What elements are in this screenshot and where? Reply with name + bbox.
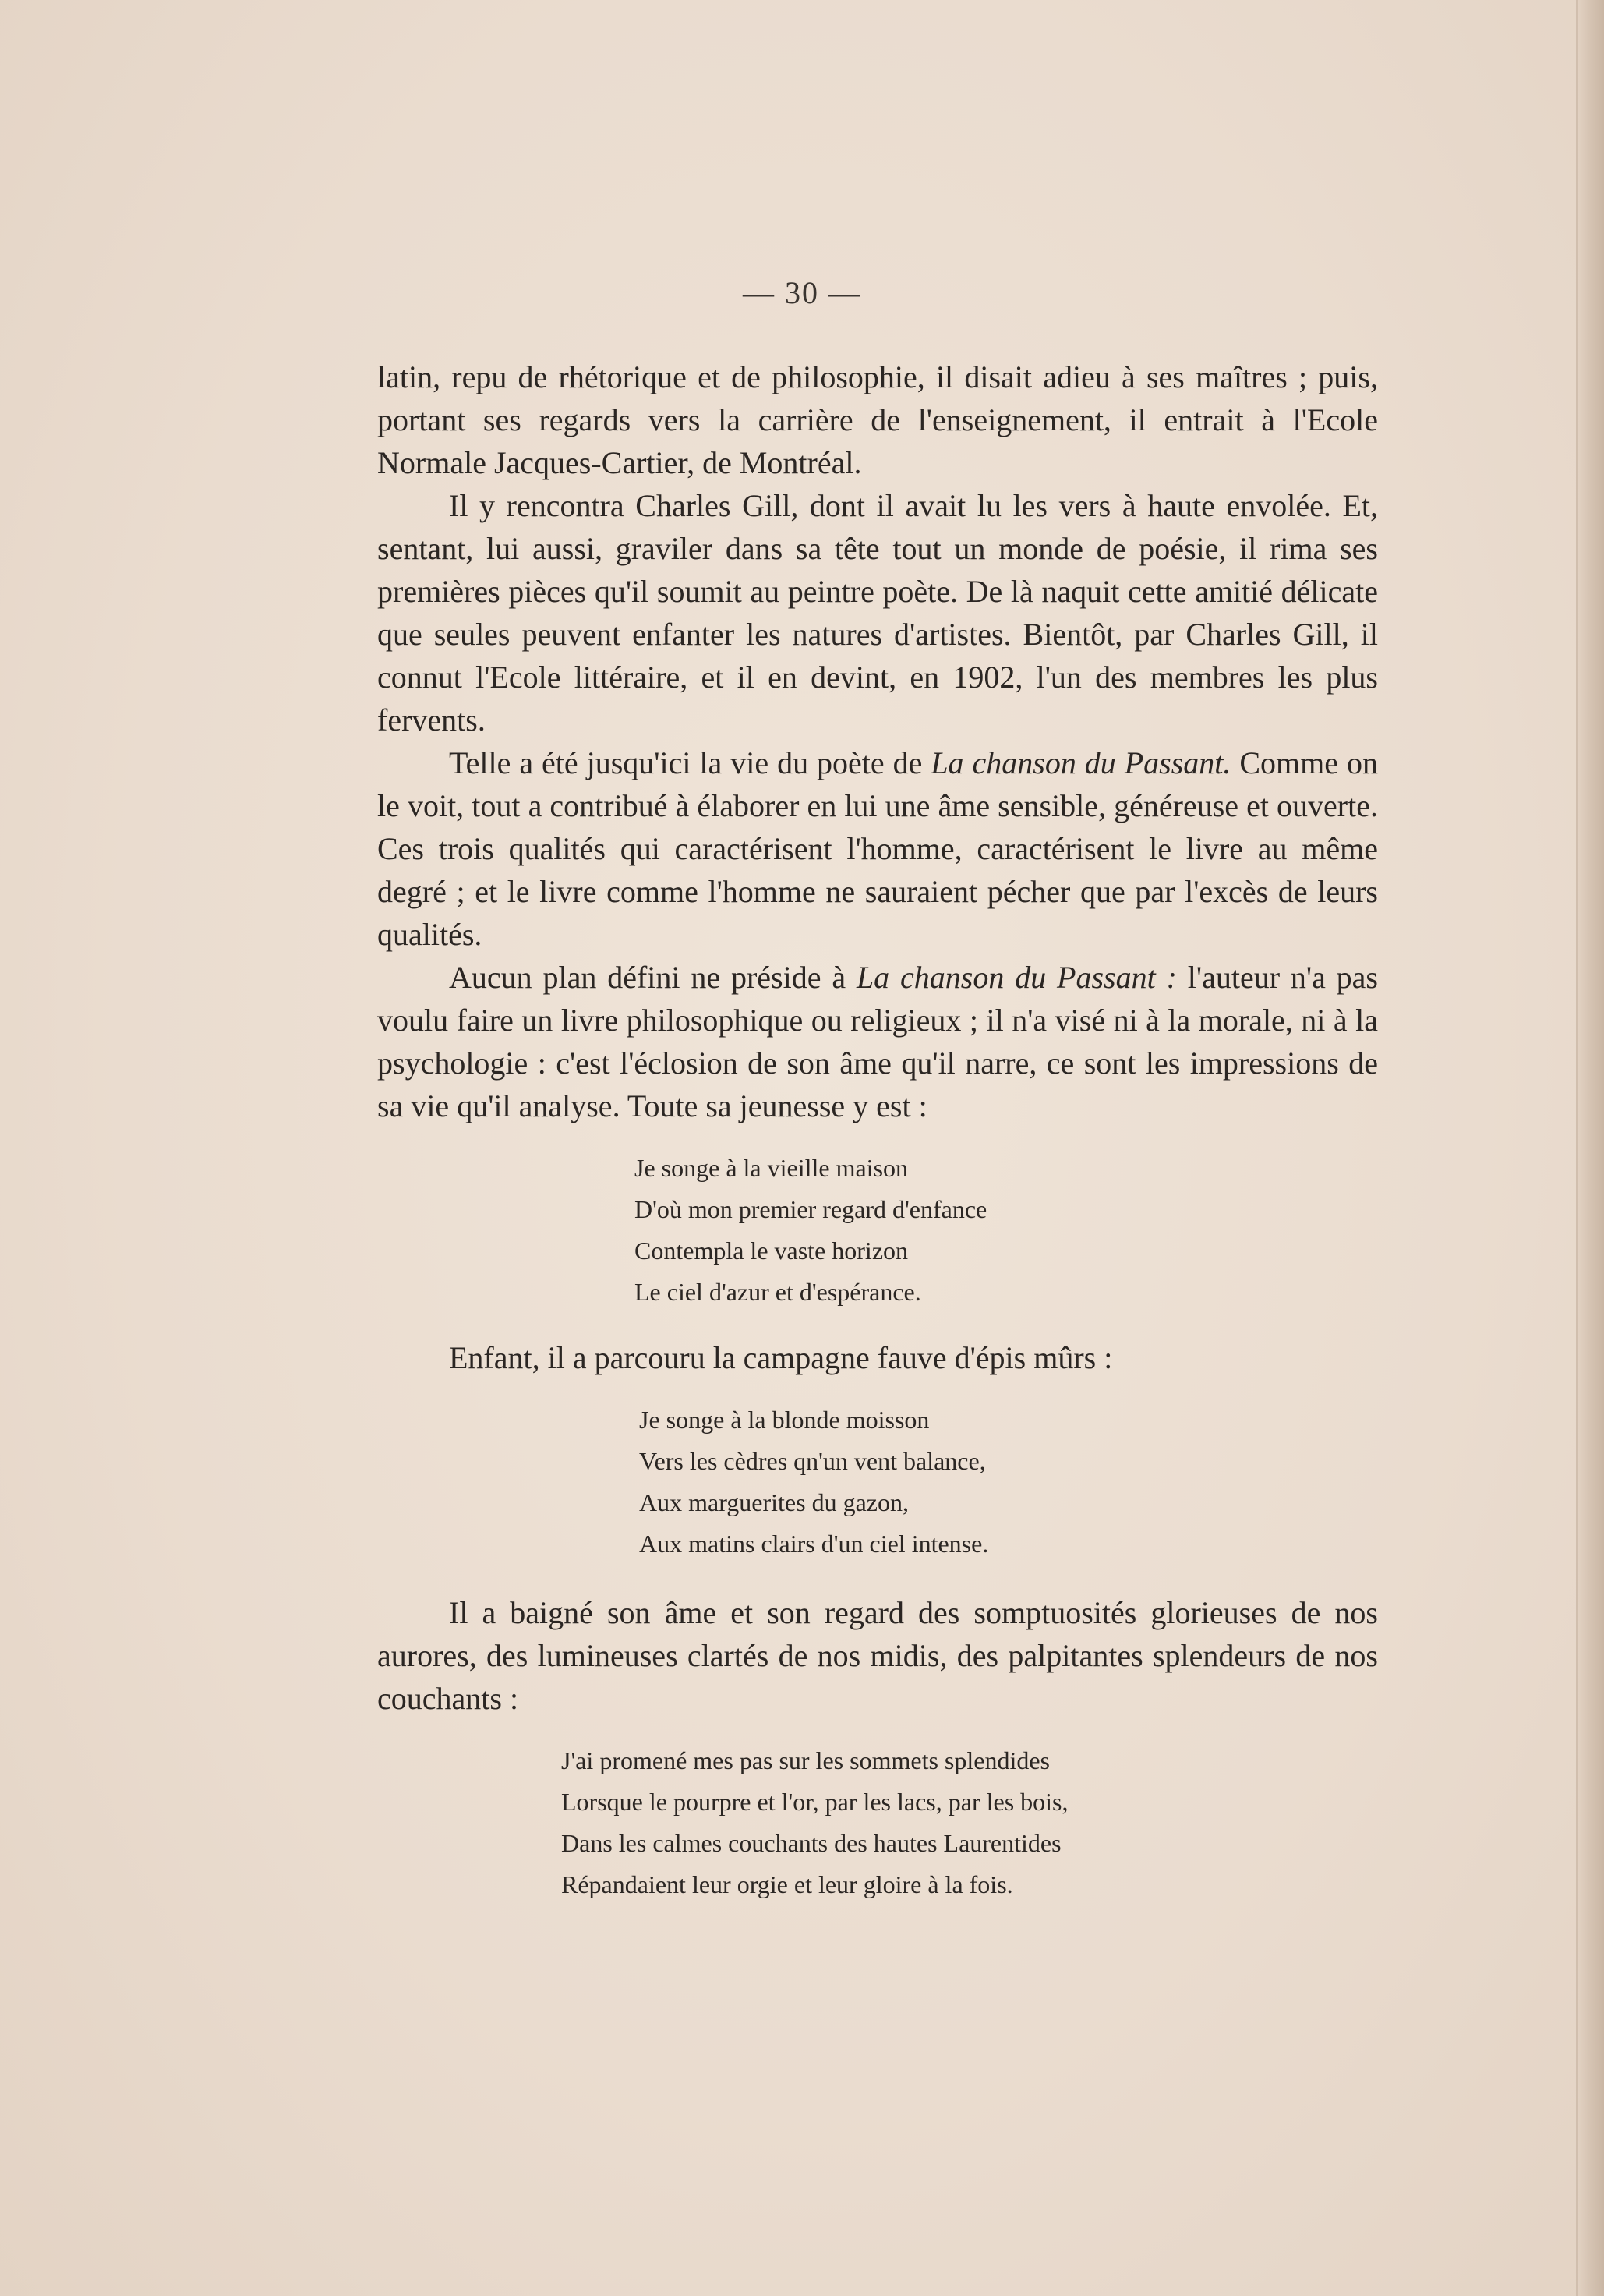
verse-line: Répandaient leur orgie et leur gloire à la fois. (561, 1870, 1013, 1898)
verse-line: J'ai promené mes pas sur les sommets splendides (561, 1746, 1050, 1774)
verse-line: Je songe à la blonde moisson (639, 1406, 930, 1434)
verse-line: Le ciel d'azur et d'espérance. (634, 1278, 921, 1306)
page-edge (1576, 0, 1604, 2296)
verse-line: Aux marguerites du gazon, (639, 1488, 909, 1516)
page-number: — 30 — (743, 275, 861, 310)
verse-stanza-1 (634, 1148, 1378, 1313)
paragraph-2: Il y rencontra Charles Gill, dont il avait lu les vers à haute envolée. Et, sentant, lui aussi, graviler dans sa tête tout un monde de poésie, il rima ses premières pièces qu'il soumit au peintre poète. De là naquit cette amitié délicate que seules peuvent enfanter les natures d'artistes. Bientôt, par Charles Gill, il connut l'Ecole littéraire, et il en devint, en 1902, l'un des membres les plus fervents. (377, 488, 1378, 738)
paragraph-3 (377, 741, 1378, 956)
body-text (377, 356, 1378, 1929)
verse-stanza-2 (639, 1399, 1378, 1565)
verse-line: Je songe à la vieille maison (634, 1154, 909, 1182)
paragraph-4-after: l'auteur n'a pas voulu faire un livre philosophique ou religieux ; il n'a visé ni à la morale, ni à la psychologie : c'est l'éclosion de son âme qu'il narre, ce sont les impressions de sa vie qu'il analyse. Toute sa jeunesse y est : (377, 960, 1378, 1123)
paragraph-4-before: Aucun plan défini ne préside à (449, 960, 857, 995)
paragraph-4 (377, 956, 1378, 1127)
book-title: La chanson du Passant. (931, 745, 1231, 780)
verse-line: D'où mon premier regard d'enfance (634, 1195, 987, 1223)
paragraph-1: latin, repu de rhétorique et de philosophie, il disait adieu à ses maîtres ; puis, portant ses regards vers la carrière de l'enseignement, il entrait à l'Ecole Normale Jacques-Cartier, de Montréal. (377, 359, 1378, 480)
verse-stanza-3 (561, 1740, 1378, 1905)
verse-line: Vers les cèdres qn'un vent balance, (639, 1447, 986, 1475)
bridge-enfant: Enfant, il a parcouru la campagne fauve d'épis mûrs : (449, 1340, 1113, 1375)
book-title: La chanson du Passant : (856, 960, 1177, 995)
verse-line: Contempla le vaste horizon (634, 1236, 909, 1265)
paragraph-3-before: Telle a été jusqu'ici la vie du poète de (449, 745, 931, 780)
verse-line: Aux matins clairs d'un ciel intense. (639, 1530, 989, 1558)
verse-line: Lorsque le pourpre et l'or, par les lacs, par les bois, (561, 1788, 1069, 1816)
paragraph-3-after: Comme on le voit, tout a contribué à élaborer en lui une âme sensible, généreuse et ouverte. Ces trois qualités qui caractérisent l'homme, caractérisent le livre au même degré ; et le livre comme l'homme ne sauraient pécher que par l'excès de leurs qualités. (377, 745, 1378, 952)
verse-line: Dans les calmes couchants des hautes Laurentides (561, 1829, 1062, 1857)
bridge-baigne: Il a baigné son âme et son regard des somptuosités glorieuses de nos aurores, des lumineuses clartés de nos midis, des palpitantes splendeurs de nos couchants : (377, 1595, 1378, 1716)
